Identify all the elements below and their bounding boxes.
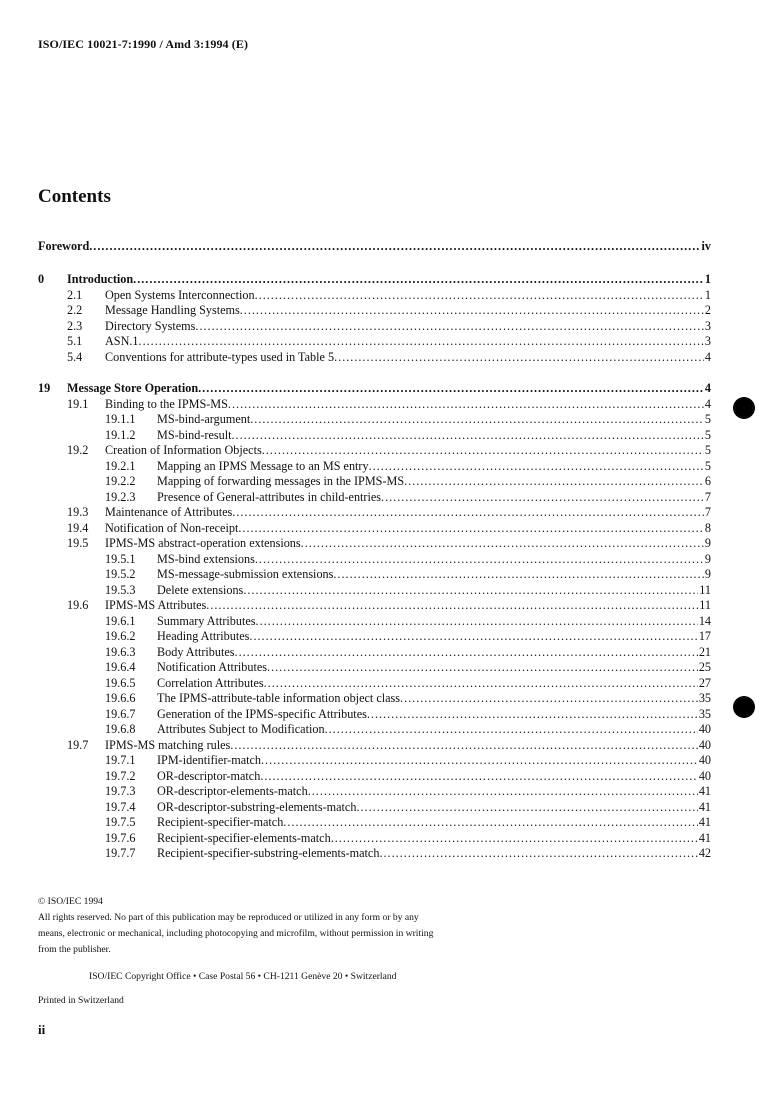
toc-entry: [38, 303, 711, 318]
toc-entry-line: [157, 614, 711, 629]
toc-entry-page: 40: [698, 737, 711, 752]
toc-entry: [38, 288, 711, 303]
toc-entry-title: OR-descriptor-match: [157, 768, 261, 783]
page-title: Contents: [38, 186, 111, 207]
toc-entry: [38, 660, 711, 675]
toc-entry: [38, 614, 711, 629]
toc-entry: [38, 707, 711, 722]
toc-entry-page: 41: [698, 830, 711, 845]
toc-entry: [38, 831, 711, 846]
toc-entry: [38, 629, 711, 644]
toc-entry-number: 19.6.6: [105, 691, 136, 705]
dot-leader: [301, 536, 704, 551]
toc-entry-title: The IPMS-attribute-table information object class: [157, 691, 401, 705]
dot-leader: [283, 815, 698, 830]
toc-entry: [38, 428, 711, 443]
toc-entry-line: [157, 645, 711, 660]
toc-entry-title: Attributes Subject to Modification: [157, 722, 325, 736]
toc-entry-line: [157, 552, 711, 567]
dot-leader: [334, 350, 704, 365]
dot-leader: [256, 614, 698, 629]
dot-leader: [325, 722, 698, 737]
toc-entry-page: 40: [698, 753, 711, 767]
toc-entry-page: 21: [698, 644, 711, 659]
toc-entry-page: 27: [698, 675, 711, 690]
toc-entry-line: [105, 521, 711, 536]
toc-entry-number: 19.6: [67, 598, 89, 612]
toc-entry-line: [157, 660, 711, 675]
toc-entry-number: 19.7.1: [105, 753, 136, 767]
toc-entry-page: 7: [704, 505, 711, 519]
dot-leader: [264, 676, 698, 691]
dot-leader: [206, 598, 698, 613]
toc-entry-line: [157, 707, 711, 722]
toc-entry-title: OR-descriptor-elements-match: [157, 784, 308, 798]
toc-entry-page: 2: [704, 303, 711, 317]
punch-hole: [733, 696, 755, 718]
dot-leader: [240, 303, 704, 318]
toc-entry-title: Maintenance of Attributes: [105, 505, 233, 519]
copyright-line: from the publisher.: [38, 944, 111, 955]
toc-entry-number: 19.7.6: [105, 830, 136, 845]
toc-entry-title: Recipient-specifier-elements-match: [157, 830, 331, 845]
toc-entry-line: [105, 598, 711, 613]
toc-entry-title: Delete extensions: [157, 582, 244, 597]
toc-entry-page: 41: [698, 815, 711, 829]
toc-entry-number: 19.5.2: [105, 567, 136, 581]
toc-entry-number: 19.6.7: [105, 706, 136, 721]
toc-entry-line: [105, 288, 711, 303]
toc-entry-line: [105, 505, 711, 520]
toc-entry-page: 3: [704, 318, 711, 333]
toc-entry-number: 19.1.2: [105, 427, 136, 442]
toc-entry-title: MS-bind-argument: [157, 412, 251, 426]
dot-leader: [195, 319, 704, 334]
copyright-block: [38, 894, 433, 958]
toc-entry: [38, 769, 711, 784]
toc-entry-page: 9: [704, 551, 711, 566]
toc-entry-line: [105, 397, 711, 412]
dot-leader: [139, 334, 704, 349]
toc-entry-title: MS-message-submission extensions: [157, 567, 334, 581]
toc-entry-number: 19.5.1: [105, 551, 136, 566]
toc-entry-number: 19.7: [67, 737, 89, 752]
toc-entry-line: [157, 722, 711, 737]
toc-entry-line: [157, 474, 711, 489]
toc-entry-number: 19.7.5: [105, 815, 136, 829]
toc-entry: [38, 815, 711, 830]
toc-entry: [38, 397, 711, 412]
dot-leader: [331, 831, 698, 846]
toc-entry-title: Notification of Non-receipt: [105, 520, 239, 535]
toc-entry-title: Mapping of forwarding messages in the IPMS-MS: [157, 474, 405, 488]
toc-entry-title: Message Store Operation: [67, 381, 199, 395]
dot-leader: [381, 490, 704, 505]
page-number: ii: [38, 1022, 46, 1037]
toc-entry-page: 9: [704, 536, 711, 550]
toc-entry-line: [157, 676, 711, 691]
toc-entry-title: Open Systems Interconnection: [105, 287, 255, 302]
toc-entry-title: Conventions for attribute-types used in Table 5: [105, 349, 335, 364]
toc-entry: [38, 536, 711, 551]
dot-leader: [404, 474, 704, 489]
toc-entry-line: [105, 319, 711, 334]
dot-leader: [249, 629, 697, 644]
dot-leader: [250, 412, 704, 427]
toc-entry-title: Recipient-specifier-substring-elements-match: [157, 846, 380, 860]
toc-entry-title: Recipient-specifier-match: [157, 815, 284, 829]
toc-entry-page: iv: [701, 239, 711, 253]
toc-entry: [38, 645, 711, 660]
toc-entry-page: 5: [704, 458, 711, 473]
toc-entry-page: 1: [704, 272, 711, 286]
toc-entry-page: 1: [704, 287, 711, 302]
toc-entry-line: [157, 428, 711, 443]
toc-entry-number: 0: [38, 272, 45, 286]
toc-entry-number: 19.4: [67, 520, 89, 535]
dot-leader: [333, 567, 704, 582]
toc-entry-title: Correlation Attributes: [157, 675, 264, 690]
toc-entry-page: 5: [704, 412, 711, 426]
toc-entry-number: 19.1: [67, 396, 89, 411]
toc-entry-page: 11: [699, 582, 711, 597]
dot-leader: [235, 645, 698, 660]
toc-entry: [38, 412, 711, 427]
dot-leader: [232, 505, 704, 520]
toc-entry-page: 17: [698, 629, 711, 643]
toc-entry-number: 19.2.2: [105, 474, 136, 488]
toc-entry-page: 4: [704, 349, 711, 364]
toc-entry: [38, 676, 711, 691]
toc-entry-title: IPMS-MS abstract-operation extensions: [105, 536, 301, 550]
toc-entry-number: 2.3: [67, 318, 83, 333]
toc-entry-page: 5: [704, 427, 711, 442]
dot-leader: [230, 738, 698, 753]
punch-hole: [733, 397, 755, 419]
toc-entry-number: 19: [38, 381, 51, 395]
toc-entry-page: 9: [704, 567, 711, 581]
toc-entry-page: 42: [698, 846, 711, 860]
toc-entry-line: [157, 769, 711, 784]
dot-leader: [356, 800, 697, 815]
toc-entry: [38, 753, 711, 768]
copyright-line: All rights reserved. No part of this publication may be reproduced or utilized in any form or by any: [38, 912, 419, 923]
toc-entry-number: 19.5.3: [105, 582, 136, 597]
toc-entry-number: 19.3: [67, 505, 89, 519]
toc-entry-page: 35: [698, 691, 711, 705]
toc-entry-line: [157, 846, 711, 861]
toc-entry: [38, 490, 711, 505]
toc-entry-line: [157, 459, 711, 474]
toc-entry-title: MS-bind-result: [157, 427, 232, 442]
toc-entry-page: 14: [698, 613, 711, 628]
toc-entry-number: 19.6.1: [105, 613, 136, 628]
dot-leader: [255, 552, 704, 567]
toc-entry: [38, 846, 711, 861]
dot-leader: [89, 239, 700, 254]
toc-entry-title: IPMS-MS Attributes: [105, 598, 207, 612]
toc-entry-number: 19.2.3: [105, 489, 136, 504]
toc-entry-title: ASN.1: [105, 334, 139, 348]
toc-entry-line: [105, 334, 711, 349]
toc-entry: [38, 567, 711, 582]
dot-leader: [262, 443, 704, 458]
toc-entry-line: [157, 800, 711, 815]
toc-entry-line: [157, 784, 711, 799]
dot-leader: [228, 397, 704, 412]
toc-entry-number: 19.7.3: [105, 784, 136, 798]
copyright-line: © ISO/IEC 1994: [38, 896, 103, 907]
toc-entry-page: 5: [704, 443, 711, 457]
toc-entry: [38, 738, 711, 753]
toc-entry-title: Presence of General-attributes in child-entries: [157, 489, 382, 504]
toc-entry-page: 35: [698, 706, 711, 721]
toc-entry-line: [157, 567, 711, 582]
toc-entry-title: MS-bind extensions: [157, 551, 255, 566]
toc-entry-page: 4: [704, 381, 711, 395]
toc-entry: [38, 381, 711, 396]
dot-leader: [198, 381, 704, 396]
toc-entry: [38, 319, 711, 334]
toc-entry-title: Creation of Information Objects: [105, 443, 262, 457]
toc-entry-number: 19.1.1: [105, 412, 136, 426]
toc-entry-title: Directory Systems: [105, 318, 196, 333]
toc-entry-page: 41: [698, 784, 711, 798]
toc-entry: [38, 552, 711, 567]
dot-leader: [255, 288, 704, 303]
toc-entry-page: 4: [704, 396, 711, 411]
toc-entry-number: 19.5: [67, 536, 89, 550]
toc-entry-line: [105, 303, 711, 318]
printed-in: Printed in Switzerland: [38, 995, 124, 1006]
toc-entry-line: [157, 629, 711, 644]
document-header: ISO/IEC 10021-7:1990 / Amd 3:1994 (E): [38, 37, 249, 51]
toc-entry-line: [105, 536, 711, 551]
toc-entry-number: 2.2: [67, 303, 83, 317]
toc-entry: [38, 239, 711, 254]
toc-entry-page: 6: [704, 474, 711, 488]
toc-entry-line: [157, 831, 711, 846]
toc-entry-title: Body Attributes: [157, 644, 235, 659]
toc-entry: [38, 334, 711, 349]
toc-entry-title: Message Handling Systems: [105, 303, 240, 317]
toc-entry-number: 19.7.7: [105, 846, 136, 860]
dot-leader: [367, 707, 698, 722]
toc-entry-line: [157, 490, 711, 505]
toc-entry: [38, 583, 711, 598]
toc-entry-line: [157, 412, 711, 427]
toc-entry: [38, 272, 711, 287]
toc-entry: [38, 784, 711, 799]
toc-entry-title: Foreword: [38, 239, 90, 253]
toc-entry-line: [105, 443, 711, 458]
toc-entry-page: 11: [699, 598, 711, 612]
toc-entry-line: [67, 381, 711, 396]
dot-leader: [369, 459, 704, 474]
toc-entry-page: 25: [698, 660, 711, 674]
toc-entry-title: Introduction: [67, 272, 134, 286]
dot-leader: [400, 691, 698, 706]
dot-leader: [133, 272, 704, 287]
toc-entry-line: [67, 272, 711, 287]
copyright-office: ISO/IEC Copyright Office • Case Postal 56 • CH-1211 Genève 20 • Switzerland: [89, 971, 397, 982]
toc-entry-line: [157, 583, 711, 598]
toc-entry-number: 19.2: [67, 443, 89, 457]
toc-entry-line: [105, 738, 711, 753]
toc-entry-title: OR-descriptor-substring-elements-match: [157, 799, 357, 814]
toc-entry-number: 5.1: [67, 334, 83, 348]
dot-leader: [260, 769, 697, 784]
toc-entry: [38, 722, 711, 737]
toc-entry-title: IPMS-MS matching rules: [105, 737, 231, 752]
toc-entry-line: [157, 691, 711, 706]
toc-entry: [38, 443, 711, 458]
toc-entry-page: 40: [698, 768, 711, 783]
toc-entry: [38, 350, 711, 365]
toc-entry-title: Mapping an IPMS Message to an MS entry: [157, 458, 369, 473]
toc-entry-page: 41: [698, 799, 711, 814]
toc-entry: [38, 474, 711, 489]
toc-entry-line: [105, 350, 711, 365]
toc-entry-title: Binding to the IPMS-MS: [105, 396, 228, 411]
toc-entry-line: [157, 815, 711, 830]
dot-leader: [261, 753, 698, 768]
toc-entry: [38, 459, 711, 474]
toc-entry-line: [157, 753, 711, 768]
toc-entry-number: 19.6.4: [105, 660, 136, 674]
dot-leader: [238, 521, 704, 536]
toc-entry-title: Notification Attributes: [157, 660, 268, 674]
toc-entry-number: 19.6.2: [105, 629, 136, 643]
toc-entry-page: 7: [704, 489, 711, 504]
toc-entry-title: Generation of the IPMS-specific Attributes: [157, 706, 367, 721]
toc-entry-number: 2.1: [67, 287, 83, 302]
toc-entry-title: Summary Attributes: [157, 613, 256, 628]
dot-leader: [243, 583, 698, 598]
toc-entry-line: [38, 239, 711, 254]
toc-entry: [38, 521, 711, 536]
toc-entry: [38, 505, 711, 520]
toc-entry-number: 19.6.3: [105, 644, 136, 659]
toc-entry-number: 19.6.5: [105, 675, 136, 690]
dot-leader: [267, 660, 698, 675]
toc-entry: [38, 800, 711, 815]
toc-entry-number: 19.6.8: [105, 722, 136, 736]
toc-entry: [38, 598, 711, 613]
dot-leader: [231, 428, 703, 443]
toc-entry-number: 5.4: [67, 349, 83, 364]
toc-entry: [38, 691, 711, 706]
copyright-line: means, electronic or mechanical, including photocopying and microfilm, without permission in writing: [38, 928, 434, 939]
toc-entry-page: 3: [704, 334, 711, 348]
dot-leader: [379, 846, 697, 861]
toc-entry-number: 19.7.4: [105, 799, 136, 814]
toc-entry-number: 19.7.2: [105, 768, 136, 783]
toc-entry-page: 40: [698, 722, 711, 736]
toc-entry-number: 19.2.1: [105, 458, 136, 473]
toc-entry-page: 8: [704, 520, 711, 535]
toc-entry-title: Heading Attributes: [157, 629, 250, 643]
toc-entry-title: IPM-identifier-match: [157, 753, 261, 767]
dot-leader: [308, 784, 698, 799]
